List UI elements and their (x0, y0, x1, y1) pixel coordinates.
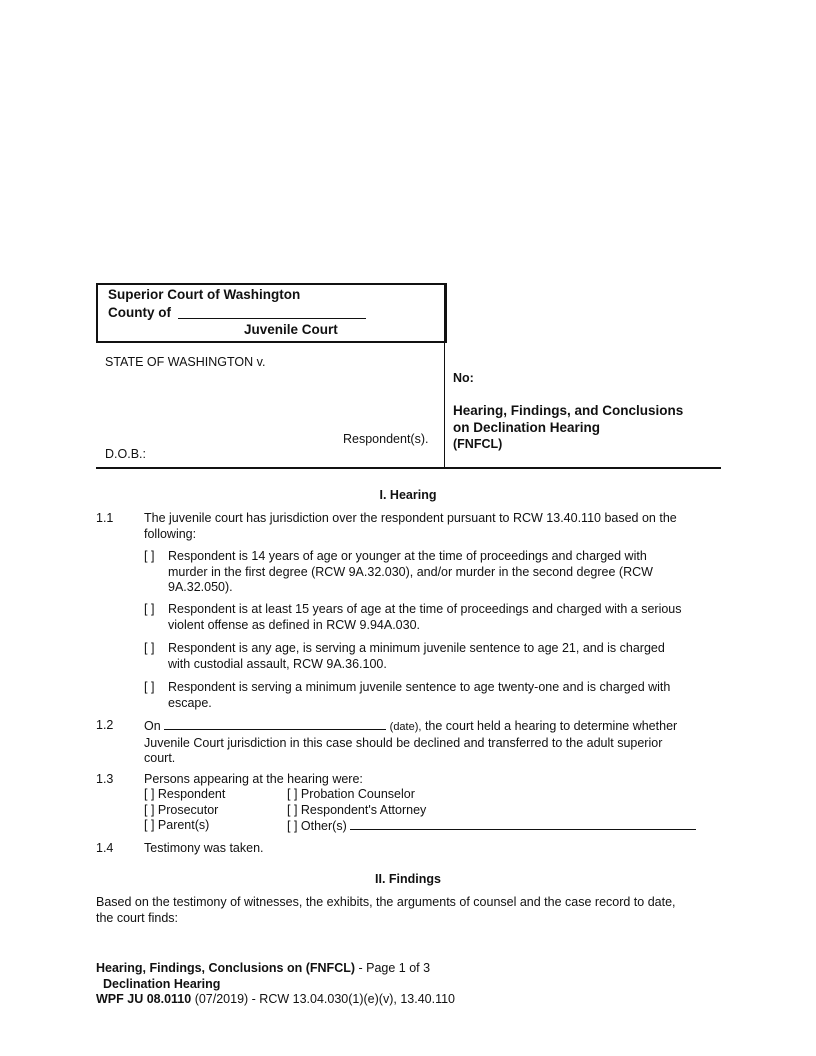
item-1-2-text (144, 718, 724, 767)
person-checkbox[interactable]: [ ] (287, 802, 298, 817)
state-v-label: STATE OF WASHINGTON v. (105, 355, 266, 369)
item-1-2-line1 (144, 718, 724, 736)
option-line: escape. (168, 695, 212, 710)
person-row (287, 787, 717, 803)
document-title-line1: Hearing, Findings, and Conclusions (453, 403, 684, 418)
on-label: On (144, 719, 161, 733)
item-1-2-line2: Juvenile Court jurisdiction in this case should be declined and transferred to the adult superior (144, 735, 663, 750)
option-line: Respondent is serving a minimum juvenile sentence to age twenty-one and is charged with (168, 680, 671, 694)
person-checkbox[interactable]: [ ] (144, 818, 155, 832)
person-checkbox[interactable]: [ ] (144, 802, 155, 817)
footer-page: - Page 1 of 3 (358, 961, 431, 975)
jurisdiction-option-3 (168, 641, 665, 672)
county-blank-line[interactable] (178, 318, 366, 319)
footer-line3 (96, 992, 455, 1008)
footer-title-line2: Declination Hearing (103, 976, 221, 991)
persons-col2 (287, 787, 717, 835)
person-checkbox[interactable]: [ ] (287, 819, 298, 833)
findings-intro-line1: Based on the testimony of witnesses, the exhibits, the arguments of counsel and the case record to date, (96, 895, 676, 909)
jurisdiction-checkbox-1[interactable]: [ ] (144, 549, 155, 563)
item-number-1-2: 1.2 (96, 718, 114, 732)
form-number: WPF JU 08.0110 (96, 992, 192, 1006)
section-findings-heading: II. Findings (375, 872, 441, 886)
document-code: (FNFCL) (453, 437, 503, 451)
item-1-1-text (144, 511, 677, 542)
court-caption-box (96, 283, 447, 343)
footer-title: Hearing, Findings, Conclusions on (FNFCL) (96, 961, 356, 975)
dob-label: D.O.B.: (105, 447, 146, 461)
option-line: with custodial assault, RCW 9A.36.100. (168, 656, 387, 671)
person-row (144, 787, 225, 803)
person-label: Respondent (157, 787, 226, 801)
item-1-2-rest: the court held a hearing to determine whether (424, 719, 678, 733)
caption-bottom-rule (96, 467, 721, 469)
person-label: Probation Counselor (300, 787, 415, 801)
item-1-4-text: Testimony was taken. (144, 841, 264, 855)
jurisdiction-option-1 (168, 549, 653, 596)
person-row (144, 818, 225, 834)
findings-intro-line2: the court finds: (96, 910, 178, 925)
item-1-1-line1: The juvenile court has jurisdiction over the respondent pursuant to RCW 13.40.110 based on the (144, 511, 677, 525)
option-line: murder in the first degree (RCW 9A.32.030), and/or murder in the second degree (RCW (168, 564, 653, 579)
jurisdiction-checkbox-3[interactable]: [ ] (144, 641, 155, 655)
date-hint: (date), (389, 721, 422, 733)
court-name: Superior Court of Washington (108, 287, 301, 302)
person-row (144, 803, 225, 819)
person-row (287, 803, 717, 819)
item-number-1-3: 1.3 (96, 772, 114, 786)
person-checkbox[interactable]: [ ] (287, 787, 298, 801)
findings-intro (96, 895, 676, 926)
respondent-label: Respondent(s). (343, 432, 429, 446)
item-number-1-4: 1.4 (96, 841, 114, 855)
footer-line1 (96, 961, 455, 977)
option-line: Respondent is at least 15 years of age at the time of proceedings and charged with a serious (168, 602, 682, 616)
jurisdiction-checkbox-4[interactable]: [ ] (144, 680, 155, 694)
jurisdiction-option-2 (168, 602, 682, 633)
person-label: Prosecutor (157, 802, 219, 817)
case-number-label: No: (453, 371, 474, 385)
item-1-2-line3: court. (144, 751, 176, 765)
person-row (287, 818, 717, 835)
item-number-1-1: 1.1 (96, 511, 114, 525)
option-line: violent offense as defined in RCW 9.94A.030. (168, 617, 421, 632)
person-checkbox[interactable]: [ ] (144, 787, 155, 801)
persons-intro: Persons appearing at the hearing were: (144, 772, 363, 786)
person-label: Respondent's Attorney (300, 802, 427, 817)
section-hearing-heading: I. Hearing (379, 488, 437, 502)
option-line: 9A.32.050). (168, 580, 233, 594)
caption-divider (444, 283, 445, 469)
hearing-date-field[interactable] (164, 718, 386, 730)
person-label: Parent(s) (157, 818, 210, 832)
document-title-line2: on Declination Hearing (453, 420, 601, 435)
jurisdiction-checkbox-2[interactable]: [ ] (144, 602, 155, 616)
item-1-1-line2: following: (144, 526, 197, 541)
page-footer (96, 961, 455, 1008)
others-field[interactable] (350, 818, 696, 830)
juvenile-court-label: Juvenile Court (244, 322, 338, 337)
option-line: Respondent is any age, is serving a minimum juvenile sentence to age 21, and is charged (168, 641, 665, 655)
person-label: Other(s) (300, 819, 347, 833)
jurisdiction-option-4 (168, 680, 670, 711)
form-citation: (07/2019) - RCW 13.04.030(1)(e)(v), 13.40.110 (194, 992, 455, 1006)
document-title (453, 402, 683, 453)
county-label: County of (108, 305, 171, 320)
persons-col1 (144, 787, 225, 834)
option-line: Respondent is 14 years of age or younger at the time of proceedings and charged with (168, 549, 647, 563)
